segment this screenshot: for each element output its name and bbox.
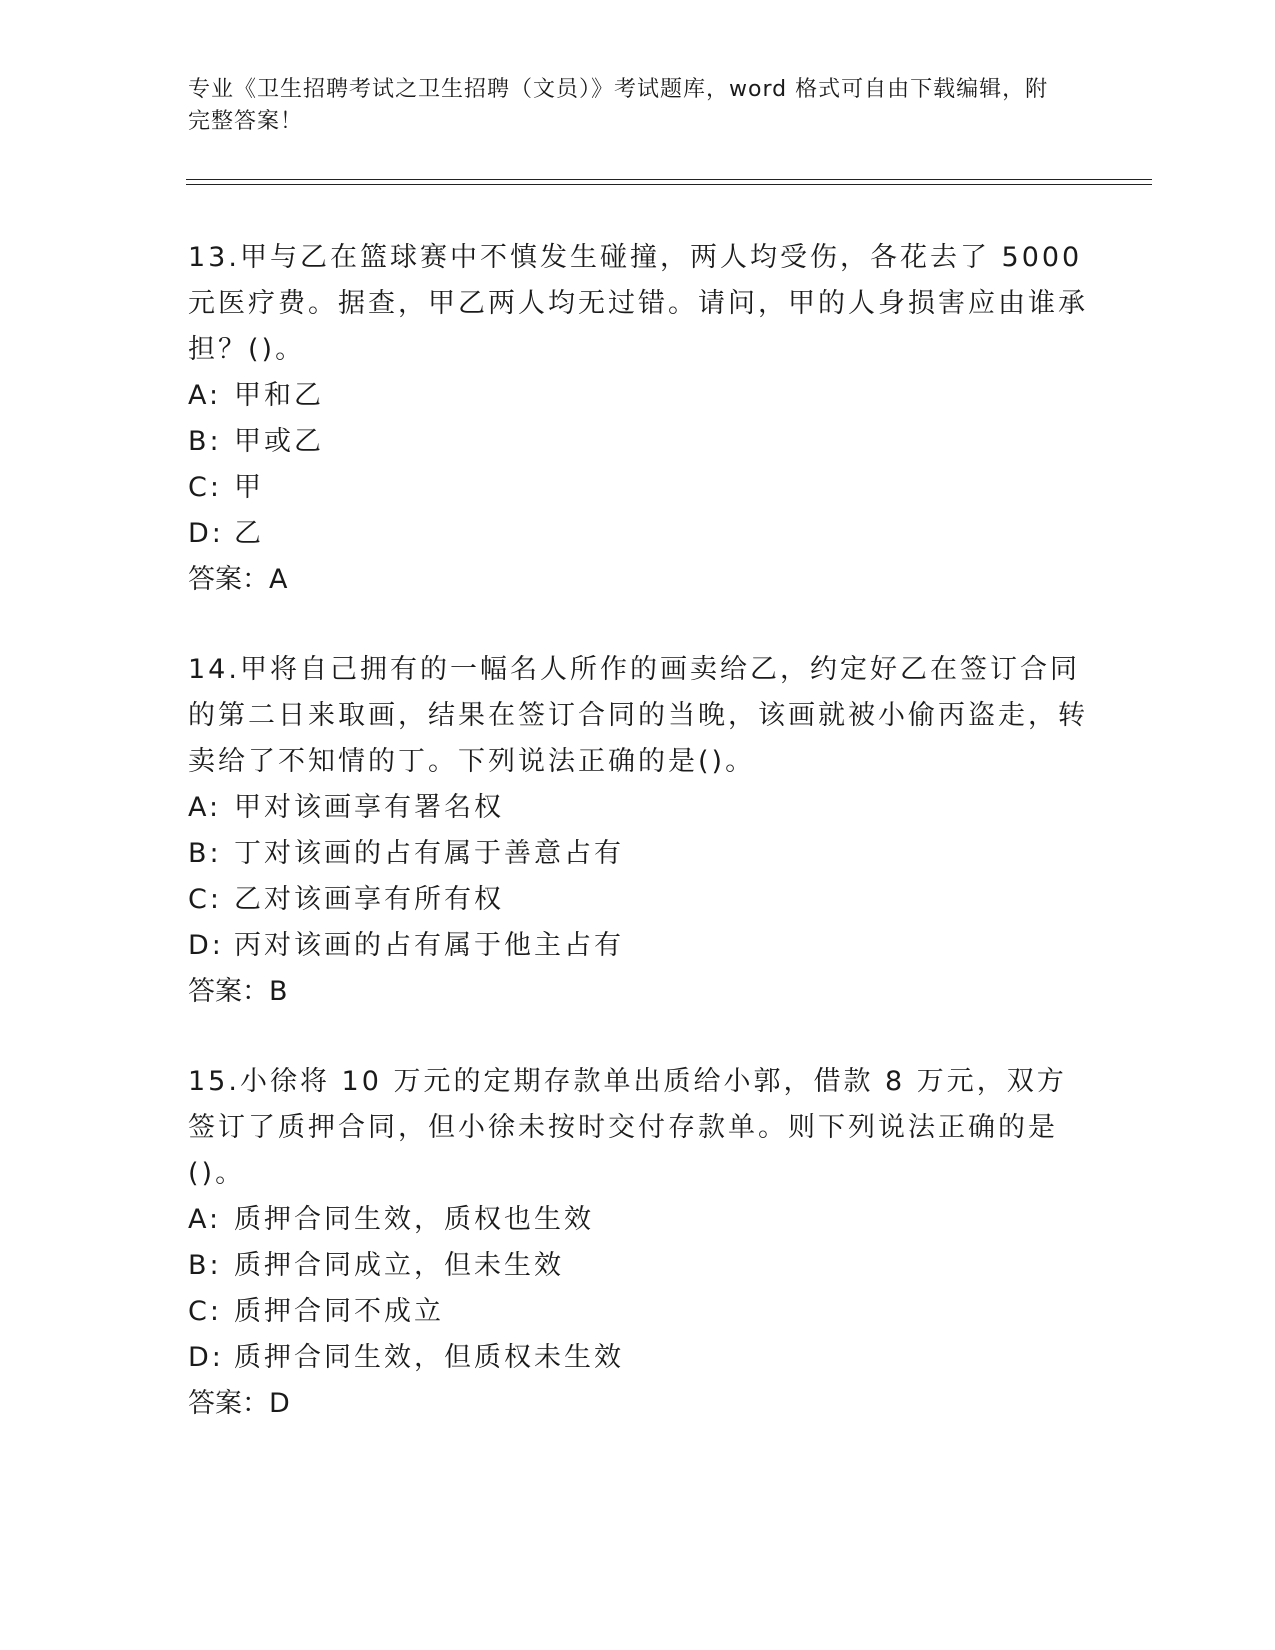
option-text: 甲对该画享有署名权 [234,792,504,823]
answer-line: 答案：A [188,564,288,595]
question-stem: 14.甲将自己拥有的一幅名人所作的画卖给乙，约定好乙在签订合同的第二日来取画，结果在签订合同的当晚，该画就被小偷丙盗走，转卖给了不知情的丁。下列说法正确的是()。 [188,654,1088,777]
option-text: 乙对该画享有所有权 [234,884,504,915]
option-key: C: [188,472,222,503]
option-a [188,373,1088,419]
option-text: 质押合同成立，但未生效 [234,1250,564,1281]
option-text: 质押合同不成立 [234,1296,444,1327]
header-divider-bottom [186,184,1152,185]
question-stem: 13.甲与乙在篮球赛中不慎发生碰撞，两人均受伤，各花去了 5000 元医疗费。据查，甲乙两人均无过错。请问，甲的人身损害应由谁承担？()。 [188,242,1088,365]
option-text: 甲或乙 [234,426,324,457]
option-key: D: [188,930,224,961]
option-key: B: [188,426,222,457]
option-text: 质押合同生效，质权也生效 [234,1204,594,1235]
option-text: 质押合同生效，但质权未生效 [234,1342,624,1373]
question-stem: 15.小徐将 10 万元的定期存款单出质给小郭，借款 8 万元，双方签订了质押合同，但小徐未按时交付存款单。则下列说法正确的是()。 [188,1066,1067,1189]
option-text: 甲 [234,472,264,503]
option-text: 甲和乙 [234,380,324,411]
document-header: 专业《卫生招聘考试之卫生招聘（文员）》考试题库，word 格式可自由下载编辑，附完整答案！ [188,77,1049,134]
option-a [188,785,1088,831]
question-15 [188,1059,1088,1427]
option-text: 丁对该画的占有属于善意占有 [234,838,624,869]
option-b [188,1243,1088,1289]
option-a [188,1197,1088,1243]
option-c [188,1289,1088,1335]
option-key: A: [188,380,222,411]
option-key: B: [188,1250,222,1281]
option-d [188,1335,1088,1381]
option-key: D: [188,518,224,549]
answer-line: 答案：D [188,1388,290,1419]
option-key: D: [188,1342,224,1373]
answer-line: 答案：B [188,976,288,1007]
option-c [188,877,1088,923]
question-13 [188,235,1088,603]
option-b [188,831,1088,877]
option-c [188,465,1088,511]
option-text: 丙对该画的占有属于他主占有 [234,930,624,961]
option-key: B: [188,838,222,869]
question-14 [188,647,1088,1015]
option-key: C: [188,1296,222,1327]
option-key: A: [188,792,222,823]
header-divider-top [186,179,1152,180]
option-key: A: [188,1204,222,1235]
option-key: C: [188,884,222,915]
option-d [188,511,1088,557]
option-d [188,923,1088,969]
option-text: 乙 [234,518,264,549]
option-b [188,419,1088,465]
